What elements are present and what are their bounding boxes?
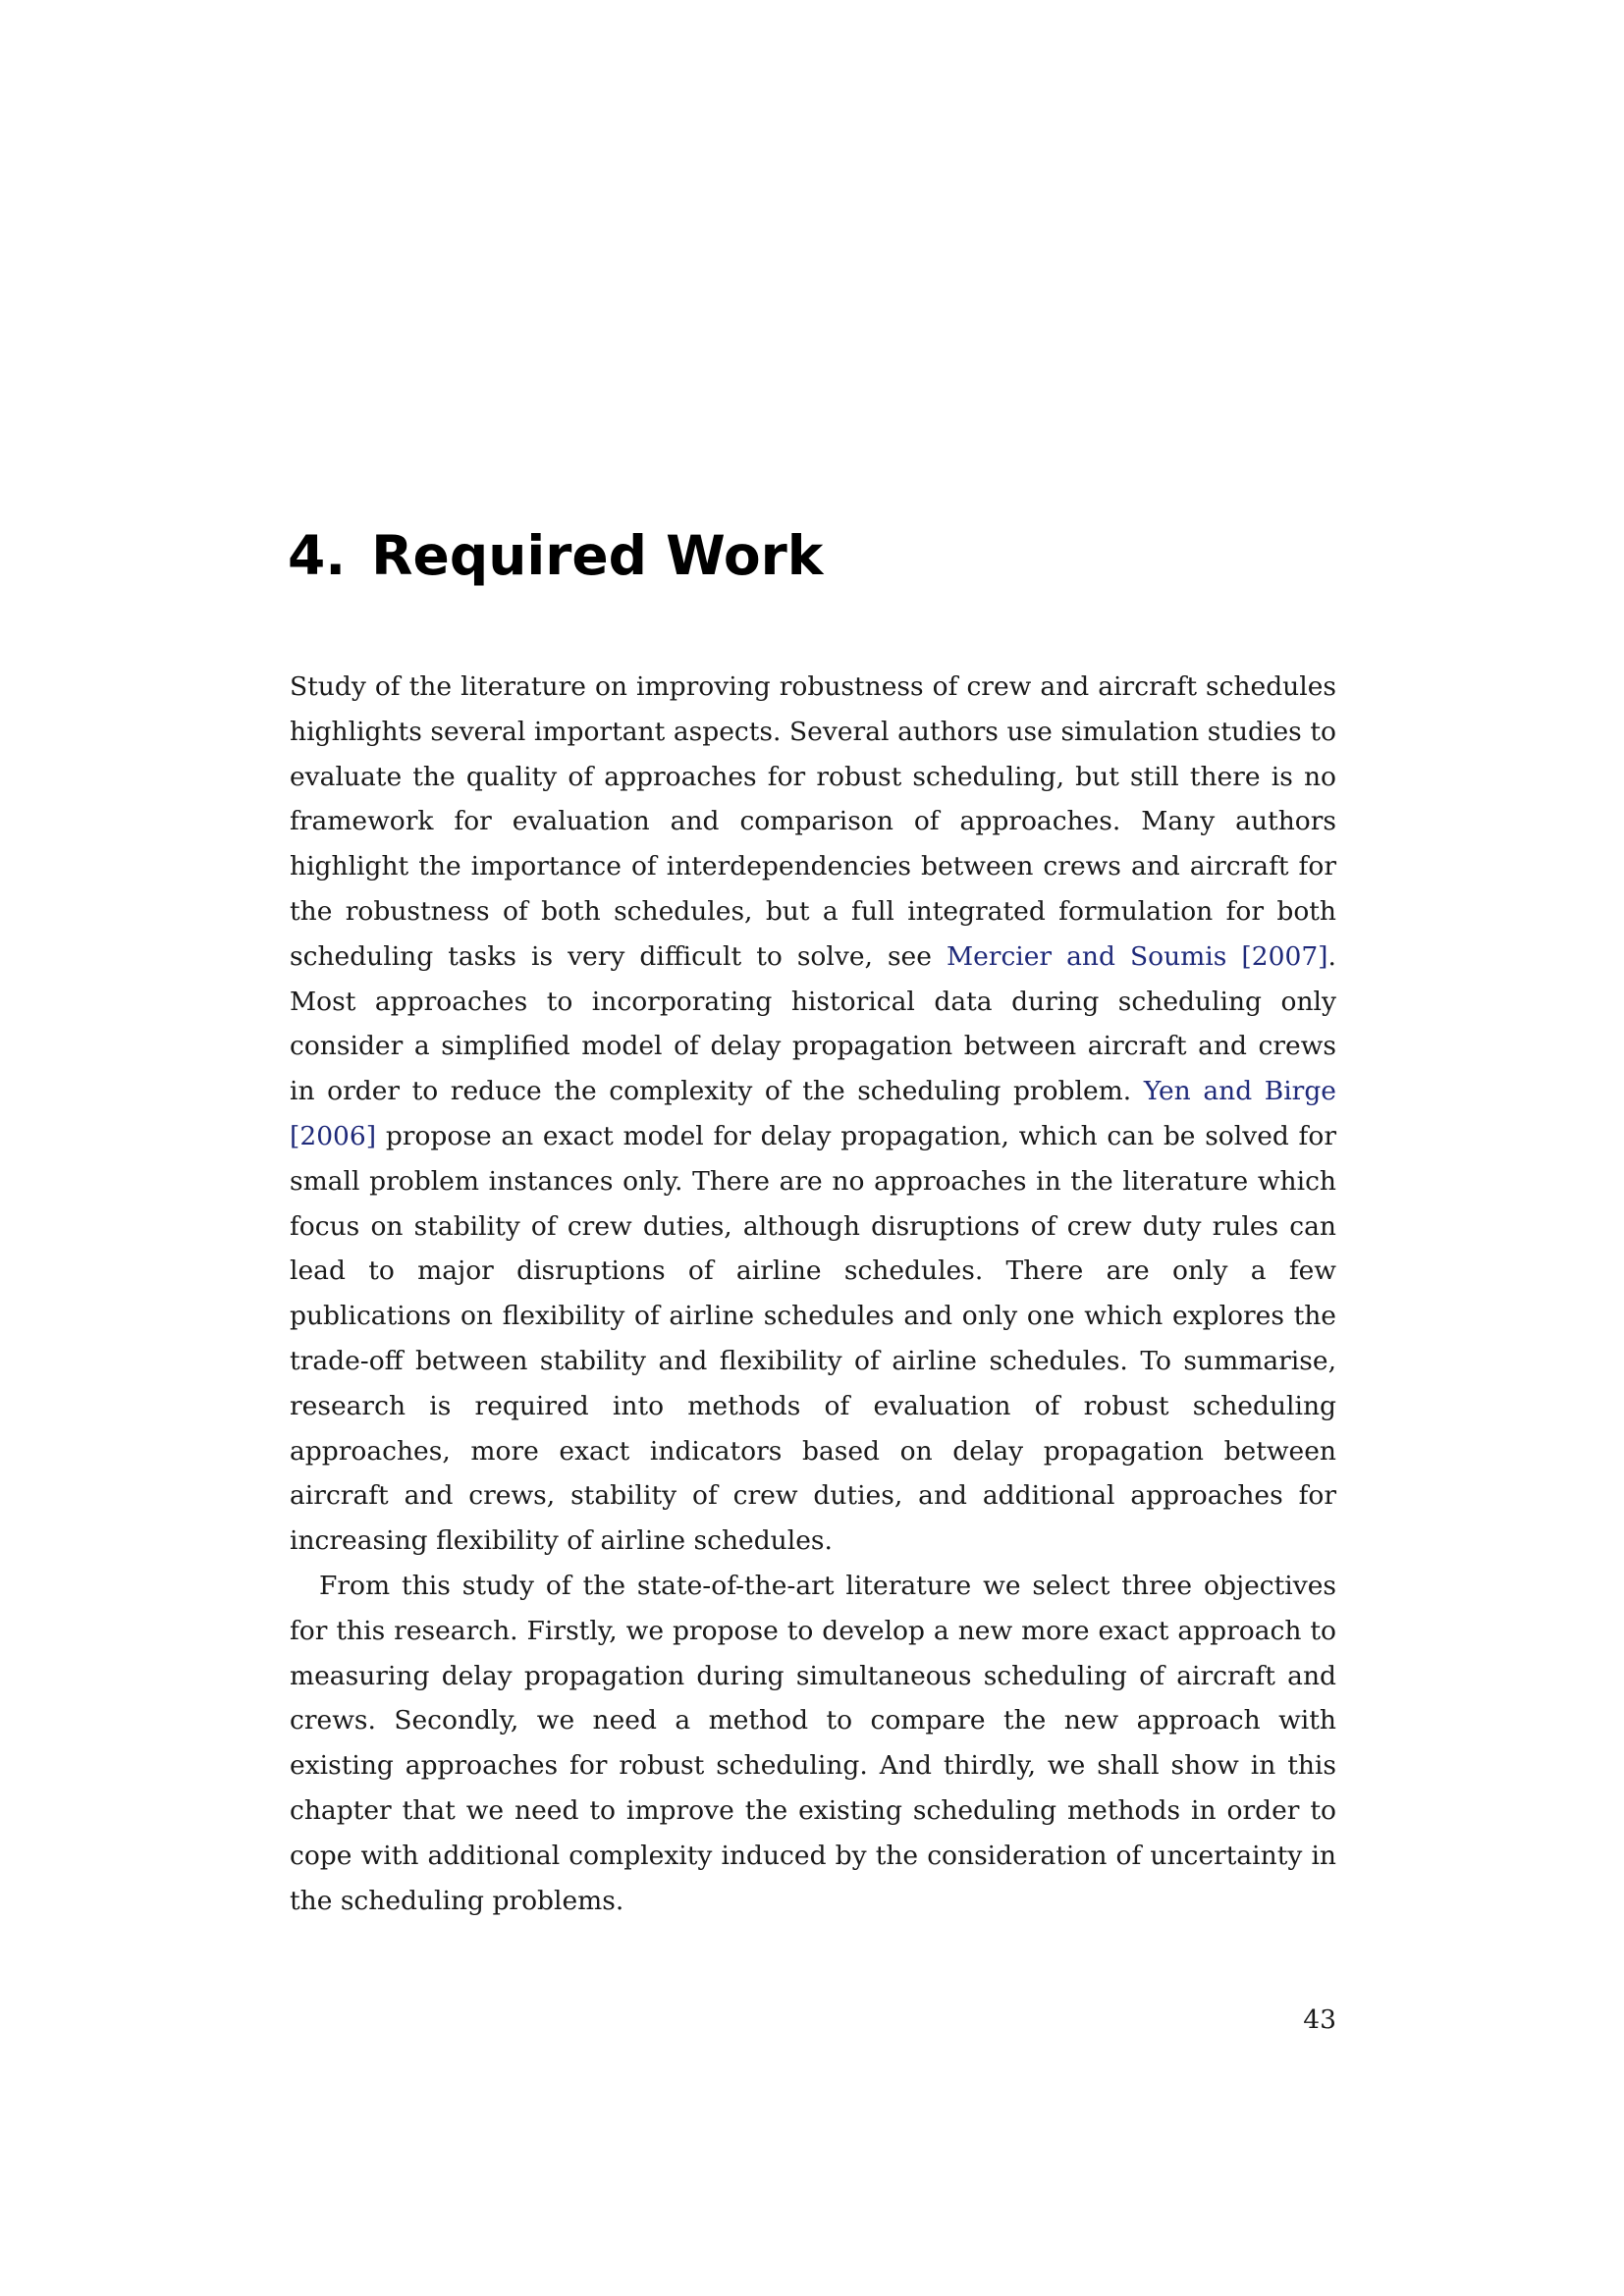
chapter-number: 4. (288, 524, 347, 587)
paragraph-objectives: From this study of the state-of-the-art literature we select three objectives for this research. Firstly, we propose to develop a new more exact approach to measuring delay propagation during simultaneous scheduling of aircraft and crews. Secondly, we need a method to compare the new approach with existing approaches for robust scheduling. And thirdly, we shall show in this chapter that we need to improve the existing scheduling methods in order to cope with additional complexity induced by the consideration of uncertainty in the scheduling problems. (290, 1570, 1336, 1916)
citation-link-mercier-soumis[interactable]: Mercier and Soumis (946, 940, 1227, 972)
citation-year-2006[interactable]: [2006] (290, 1120, 377, 1151)
paragraph-1-text-a: Study of the literature on improving robustness of crew and aircraft schedules highlights several important aspects. Several authors use simulation studies to evaluate the quality of approaches for robust scheduling, but still there is no framework for evaluation and comparison of approaches. Many authors highlight the importance of interdependencies between crews and aircraft for the robustness of both schedules, but a full integrated formulation for both scheduling tasks is very difficult to solve, see (290, 671, 1336, 972)
chapter-body (290, 665, 1336, 1923)
paragraph-1-text-b: . Most approaches to incorporating historical data during scheduling only consider a simplified model of delay propagation between aircraft and crews in order to reduce the complexity of the scheduling problem. (290, 940, 1336, 1107)
chapter-heading (288, 510, 823, 601)
paragraph-1-text-c: propose an exact model for delay propagation, which can be solved for small problem instances only. There are no approaches in the literature which focus on stability of crew duties, although disruptions of crew duty rules can lead to major disruptions of airline schedules. There are only a few publications on flexibility of airline schedules and only one which explores the trade-off between stability and flexibility of airline schedules. To summarise, research is required into methods of evaluation of robust scheduling approaches, more exact indicators based on delay propagation between aircraft and crews, stability of crew duties, and additional approaches for increasing flexibility of airline schedules. (290, 1120, 1336, 1557)
citation-year-2007[interactable]: [2007] (1241, 940, 1328, 972)
page-number: 43 (1303, 2004, 1336, 2035)
paragraph-literature-review (290, 665, 1336, 1564)
citation-link-yen-birge[interactable]: Yen and Birge (1143, 1076, 1336, 1107)
chapter-title: Required Work (371, 524, 824, 587)
